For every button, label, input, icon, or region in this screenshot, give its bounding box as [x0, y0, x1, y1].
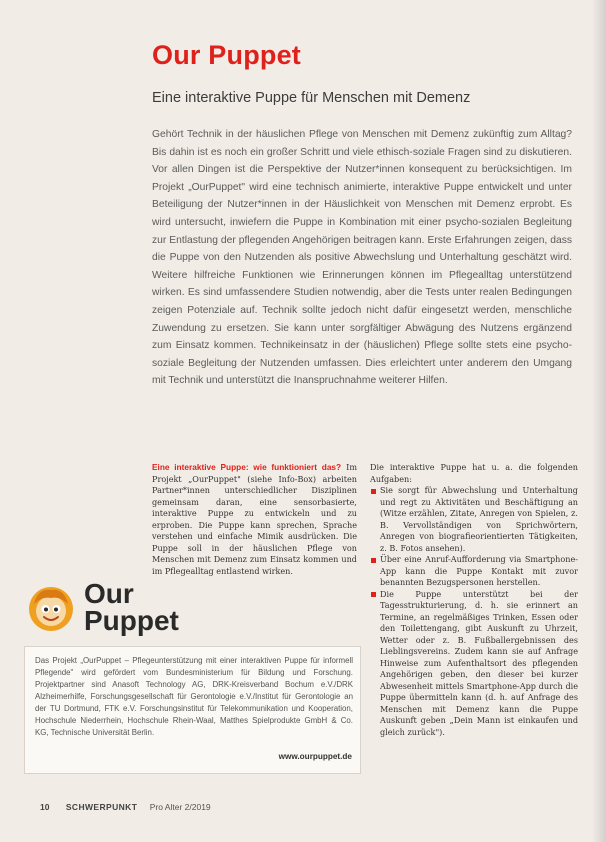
tasks-intro: Die interaktive Puppe hat u. a. die folgenden Aufgaben:	[370, 462, 578, 484]
page-edge-shadow	[592, 0, 606, 842]
article-intro: Gehört Technik in der häuslichen Pflege von Menschen mit Demenz zukünftig zum Alltag? Bis dahin ist es noch ein großer Schritt und viele ethisch-soziale Fragen sind zu diskutieren. Vor allen Dingen ist die Perspektive der Nutzer*innen konsequent zu berücksichtigen. Im Projekt „OurPuppet" wird eine technisch animierte, interaktive Puppe entwickelt und unter Beteiligung der Nutzer*innen in der Häuslichkeit von Menschen mit Demenz erprobt. Es wird untersucht, inwiefern die Puppe in Kombination mit einer psycho-sozialen Begleitung zur Entlastung der pflegenden Angehörigen beitragen kann. Erste Erfahrungen zeigen, dass die Puppe von den Nutzenden als positive Abwechslung und Unterhaltung geschätzt wird. Weitere hilfreiche Funktionen wie Erinnerungen können im Pflegealltag unterstützend wirken. Es sind umfassendere Studien notwendig, aber die Tests unter realen Bedingungen zeigen Potenziale auf. Technik sollte jedoch nicht dafür eingesetzt werden, menschliche Zuwendung zu ersetzen. Sie kann unter sorgfältiger Abwägung des Nutzens ergänzend zum Einsatz kommen. Technikeinsatz in der (häuslichen) Pflege sollte stets eine psycho-soziale Begleitung der Nutzenden umfassen. Dies erleichtert unter anderem den Umgang mit Technik und unterstützt die Inanspruchnahme weiterer Hilfen.	[152, 129, 572, 387]
ourpuppet-logo	[24, 572, 204, 642]
page-number: 10	[40, 802, 50, 812]
info-box-text: Das Projekt „OurPuppet – Pflegeunterstützung mit einer interaktiven Puppe für informell Pflegende" wird gefördert vom Bundesministerium für Bildung und Forschung. Projektpartner sind Anasoft Technology AG, DRK-Kreisverband Bochum e.V./DRK Alzheimerhilfe, Forschungsgesellschaft für Gerontologie e.V./Institut für Gerontologie an der TU Dortmund, FTK e.V. Forschungsinstitut für Telekommunikation und Kooperation, Hochschule Niederrhein, Hochschule Rhein-Waal, Matthes Spielprodukte GmbH & Co. KG, Technische Universität Berlin.	[35, 656, 353, 737]
article-title: Our Puppet	[152, 40, 301, 70]
logo-line-our: Our	[84, 578, 134, 609]
magazine-issue: Pro Alter 2/2019	[149, 802, 211, 812]
logo-line-puppet: Puppet	[84, 605, 179, 636]
list-item: Über eine Anruf-Aufforderung via Smartphone-App kann die Puppe Kontakt mit zuvor benannten Bezugspersonen herstellen.	[370, 554, 578, 589]
column-question-heading: Eine interaktive Puppe: wie funktioniert das?	[152, 462, 342, 472]
right-column	[370, 462, 578, 738]
list-item: Sie sorgt für Abwechslung und Unterhaltung und regt zu Aktivitäten und Beschäftigung an (Witze erzählen, Zitate, Anregen von Spielen, z. B. Vervollständigen von Sprichwörtern, Anregen von biografieorientierten Tätigkeiten, z. B. Fotos ansehen).	[370, 485, 578, 554]
info-box	[24, 646, 361, 774]
project-website-link[interactable]: www.ourpuppet.de	[278, 752, 352, 761]
left-column	[152, 462, 357, 577]
list-item: Die Puppe unterstützt bei der Tagesstrukturierung, d. h. sie erinnert an Termine, an regelmäßiges Trinken, Essen oder den Toilettengang, gibt Auskunft zu Uhrzeit, Wetter oder z. B. Fußballergebnissen des Lieblingsvereins. Zudem kann sie auf Anfrage Hinweise zum Aufenthaltsort des pflegenden Angehörigen geben, den dieser bei kurzer Abwesenheit mittels Smartphone-App durch die Puppe übermitteln kann (d. h. auf Anfrage des Menschen mit Demenz kann die Puppe Auskunft geben „Dein Mann ist einkaufen und gleich zurück").	[370, 589, 578, 739]
section-label: SCHWERPUNKT	[65, 802, 138, 812]
column-body-text: Im Projekt „OurPuppet" (siehe Info-Box) arbeiten Partner*innen unterschiedlicher Disziplinen gemeinsam daran, eine sensorbasierte, interaktive Puppe zu entwickeln und zu erproben. Die Puppe kann sprechen, Sprache verstehen und einfache Mimik ausdrücken. Die Puppe soll in der häuslichen Pflege von Menschen mit Demenz zum Einsatz kommen und im Pflegealltag entlastend wirken.	[152, 462, 357, 576]
article-subtitle: Eine interaktive Puppe für Menschen mit Demenz	[152, 90, 471, 106]
page-footer	[40, 802, 211, 812]
tasks-list	[370, 485, 578, 738]
logo-wordmark	[84, 580, 179, 634]
puppet-face-icon	[28, 586, 74, 632]
